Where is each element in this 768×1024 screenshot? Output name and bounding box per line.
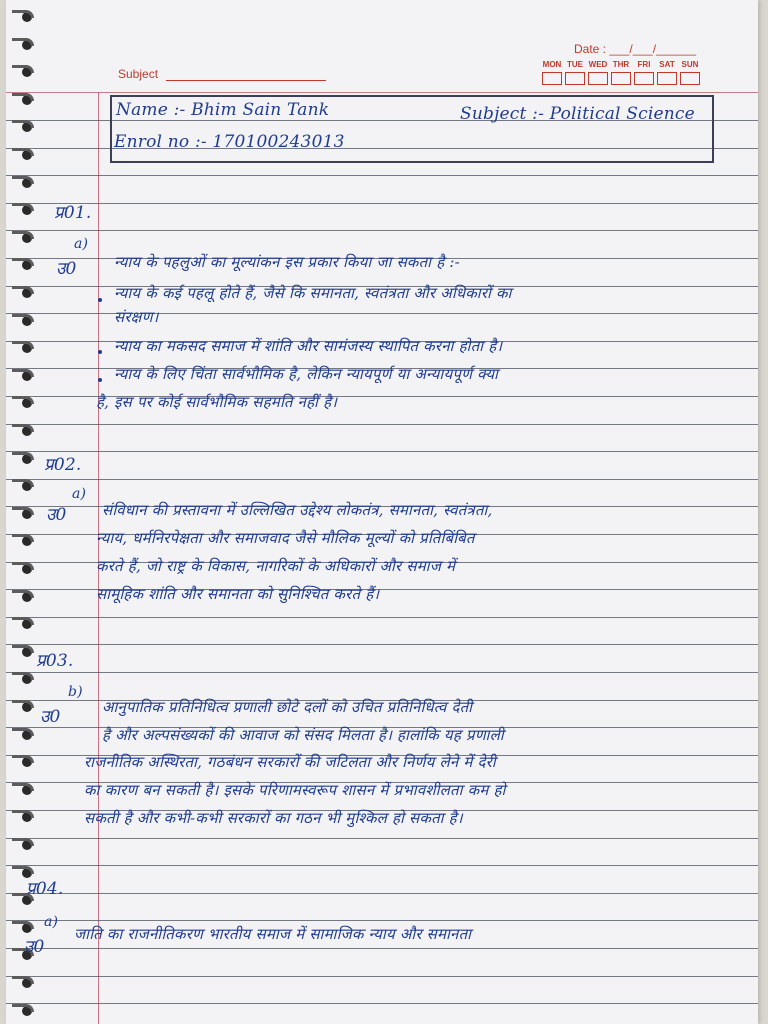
spiral-ring	[12, 562, 38, 574]
question-3-label: प्र03.	[36, 651, 74, 671]
question-1-option: a)	[74, 236, 89, 252]
question-4-label: प्र04.	[26, 879, 64, 899]
spiral-ring	[12, 10, 38, 22]
weekday-box	[611, 72, 631, 85]
ruled-line	[6, 644, 758, 645]
ruled-line	[6, 451, 758, 452]
spiral-ring	[12, 617, 38, 629]
spiral-ring	[12, 700, 38, 712]
notebook-page	[6, 0, 758, 1024]
answer-4-marker: उ0	[24, 937, 45, 957]
spiral-ring	[12, 452, 38, 464]
answer-2-line: संविधान की प्रस्तावना में उल्लिखित उद्देश्य लोकतंत्र, समानता, स्वतंत्रता,	[102, 501, 493, 519]
spiral-ring	[12, 590, 38, 602]
ruled-line	[6, 893, 758, 894]
spiral-ring	[12, 534, 38, 546]
answer-2-line: सामूहिक शांति और समानता को सुनिश्चित करते हैं।	[96, 585, 380, 603]
spiral-ring	[12, 728, 38, 740]
student-name: Name :- Bhim Sain Tank	[116, 100, 330, 120]
spiral-ring	[12, 783, 38, 795]
spiral-ring	[12, 396, 38, 408]
answer-1-line: है, इस पर कोई सार्वभौमिक सहमति नहीं है।	[96, 393, 338, 411]
ruled-line	[6, 479, 758, 480]
spiral-ring	[12, 645, 38, 657]
spiral-ring	[12, 314, 38, 326]
question-4-option: a)	[44, 914, 59, 930]
spiral-ring	[12, 203, 38, 215]
enrolment-number: Enrol no :- 170100243013	[114, 132, 345, 152]
ruled-line	[6, 424, 758, 425]
spiral-ring	[12, 231, 38, 243]
subject-label: Subject	[118, 67, 159, 81]
question-1-label: प्र01.	[54, 203, 92, 223]
spiral-ring	[12, 148, 38, 160]
answer-2-line: न्याय, धर्मनिरपेक्षता और समाजवाद जैसे मौलिक मूल्यों को प्रतिबिंबित	[96, 529, 475, 547]
answer-2-line: करते हैं, जो राष्ट्र के विकास, नागरिकों के अधिकारों और समाज में	[96, 557, 456, 575]
answer-2-marker: उ0	[46, 505, 67, 525]
answer-3-line: है और अल्पसंख्यकों की आवाज को संसद मिलता है। हालांकि यह प्रणाली	[102, 726, 504, 744]
spiral-ring	[12, 672, 38, 684]
weekday-box	[588, 72, 608, 85]
question-2-option: a)	[72, 486, 87, 502]
spiral-ring	[12, 286, 38, 298]
answer-3-line: सकती है और कभी-कभी सरकारों का गठन भी मुश्किल हो सकता है।	[84, 809, 463, 827]
weekday-wed: WED	[588, 60, 608, 69]
weekday-sun: SUN	[681, 60, 699, 69]
weekday-thr: THR	[612, 60, 630, 69]
answer-1-marker: उ0	[56, 259, 77, 279]
spiral-ring	[12, 120, 38, 132]
bullet	[98, 298, 102, 302]
ruled-line	[6, 203, 758, 204]
spiral-ring	[12, 755, 38, 767]
spiral-ring	[12, 369, 38, 381]
spiral-ring	[12, 921, 38, 933]
weekday-box	[565, 72, 585, 85]
top-margin-rule	[6, 92, 758, 93]
ruled-line	[6, 920, 758, 921]
spiral-ring	[12, 838, 38, 850]
answer-1-line: न्याय के लिए चिंता सार्वभौमिक है, लेकिन न्यायपूर्ण या अन्यायपूर्ण क्या	[114, 365, 499, 383]
spiral-ring	[12, 258, 38, 270]
spiral-ring	[12, 976, 38, 988]
question-2-label: प्र02.	[44, 455, 82, 475]
weekday-box	[657, 72, 677, 85]
spiral-ring	[12, 38, 38, 50]
answer-3-line: आनुपातिक प्रतिनिधित्व प्रणाली छोटे दलों को उचित प्रतिनिधित्व देती	[102, 698, 473, 716]
answer-1-line: न्याय के पहलुओं का मूल्यांकन इस प्रकार किया जा सकता है :-	[114, 253, 460, 271]
weekday-fri: FRI	[637, 60, 651, 69]
answer-3-line: का कारण बन सकती है। इसके परिणामस्वरूप शासन में प्रभावशीलता कम हो	[84, 781, 506, 799]
weekday-strip	[541, 60, 701, 69]
ruled-line	[6, 1003, 758, 1004]
weekday-box	[542, 72, 562, 85]
answer-3-line: राजनीतिक अस्थिरता, गठबंधन सरकारों की जटिलता और निर्णय लेने में देरी	[84, 753, 496, 771]
ruled-line	[6, 838, 758, 839]
spiral-ring	[12, 65, 38, 77]
spiral-ring	[12, 479, 38, 491]
ruled-line	[6, 230, 758, 231]
spiral-ring	[12, 507, 38, 519]
bullet	[98, 350, 102, 354]
answer-3-marker: उ0	[40, 707, 61, 727]
spiral-ring	[12, 176, 38, 188]
answer-1-line: न्याय के कई पहलू होते हैं, जैसे कि समानता, स्वतंत्रता और अधिकारों का	[114, 284, 512, 302]
spiral-ring	[12, 93, 38, 105]
ruled-line	[6, 865, 758, 866]
ruled-line	[6, 672, 758, 673]
spiral-ring	[12, 424, 38, 436]
weekday-box	[680, 72, 700, 85]
weekday-mon: MON	[542, 60, 562, 69]
answer-1-line: संरक्षण।	[114, 308, 159, 326]
subject-name: Subject :- Political Science	[460, 104, 695, 124]
ruled-line	[6, 976, 758, 977]
spiral-ring	[12, 810, 38, 822]
bullet	[98, 378, 102, 382]
question-3-option: b)	[68, 684, 83, 700]
answer-1-line: न्याय का मकसद समाज में शांति और सामंजस्य स्थापित करना होता है।	[114, 337, 503, 355]
answer-4-line: जाति का राजनीतिकरण भारतीय समाज में सामाजिक न्याय और समानता	[74, 925, 472, 943]
ruled-line	[6, 175, 758, 176]
ruled-line	[6, 617, 758, 618]
weekday-sat: SAT	[659, 60, 675, 69]
weekday-tue: TUE	[567, 60, 583, 69]
subject-underline	[166, 80, 326, 81]
date-label: Date : ___/___/______	[574, 42, 697, 56]
spiral-ring	[12, 1004, 38, 1016]
ruled-line	[6, 948, 758, 949]
spiral-ring	[12, 341, 38, 353]
weekday-box	[634, 72, 654, 85]
